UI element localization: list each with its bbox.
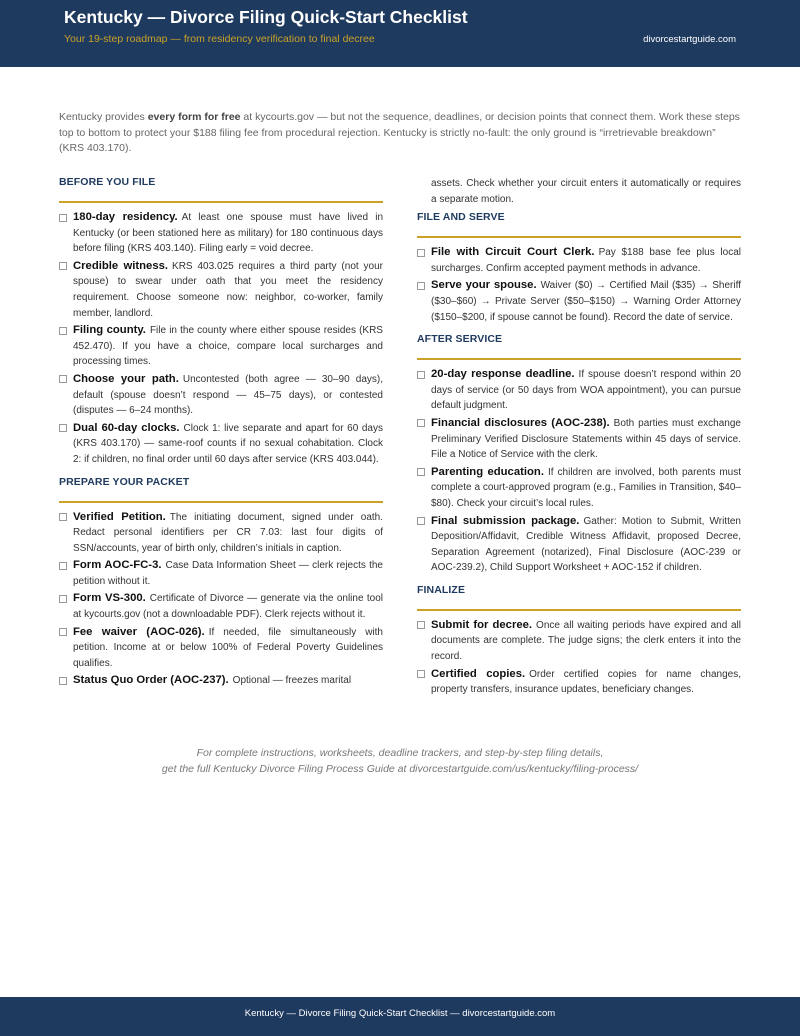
checklist-item (417, 465, 741, 512)
left-column (59, 176, 383, 691)
checkbox[interactable] (59, 424, 67, 432)
checkbox[interactable] (417, 621, 425, 629)
item-text: At least one spouse must have lived in Kentucky (or been stationed here as military) for 180 continuous days before filing (KRS 403.140). Filing early = void decree. (73, 212, 384, 255)
checklist-item (59, 673, 383, 689)
item-text: Pay $188 base fee plus local surcharges. Confirm accepted payment methods in advance. (431, 247, 741, 274)
checklist-item (417, 667, 741, 698)
checkbox[interactable] (417, 371, 425, 379)
intro-text-before: Kentucky provides (59, 111, 148, 123)
footer-bar-text: Kentucky — Divorce Filing Quick-Start Checklist — divorcestartguide.com (244, 1008, 556, 1019)
intro-paragraph (59, 110, 741, 157)
checkbox[interactable] (59, 513, 67, 521)
checkbox[interactable] (59, 562, 67, 570)
section-file-and-serve (417, 211, 741, 325)
item-lead: Final submission package. (431, 514, 580, 527)
item-lead: Status Quo Order (AOC-237). (73, 674, 229, 687)
item-text: Gather: Motion to Submit, Written Deposition/Affidavit, Credible Witness Affidavit, proposed Decree, Separation Agreement (notarized), Final Disclosure (AOC-239 or AOC-239.2), Child Support Worksheet + AOC-152 if children. (431, 515, 741, 574)
checkbox[interactable] (59, 262, 67, 270)
item-lead: Parenting education. (431, 465, 544, 478)
item-lead: Fee waiver (AOC-026). (73, 625, 205, 638)
item-text: Optional — freezes marital (232, 675, 352, 687)
footer-note (0, 745, 800, 777)
checklist-item (59, 421, 383, 468)
item-lead: Credible witness. (73, 259, 169, 272)
item-text: Uncontested (both agree — 30–90 days), default (spouse doesn’t respond — 45–75 days), or contested (disputes — 6–24 months). (73, 373, 384, 417)
checkbox[interactable] (59, 595, 67, 603)
checkbox[interactable] (417, 670, 425, 678)
checkbox[interactable] (417, 419, 425, 427)
item-lead: File with Circuit Court Clerk. (431, 246, 595, 259)
section-before-you-file (59, 176, 383, 468)
checklist-item (59, 591, 383, 622)
section-title: BEFORE YOU FILE (59, 176, 383, 203)
section-title: FINALIZE (417, 584, 741, 611)
checkbox[interactable] (417, 468, 425, 476)
item-lead: Filing county. (73, 324, 146, 337)
checkbox[interactable] (59, 214, 67, 222)
checklist-item (59, 210, 383, 257)
checklist-item (59, 372, 383, 419)
item-lead: Certified copies. (431, 667, 526, 680)
item-text: The initiating document, signed under oath. Redact personal identifiers per CR 7.03: last four digits of SSN/accounts, year of birth only, children’s initials in caption. (73, 511, 383, 554)
item-text: KRS 403.025 requires a third party (not your spouse) to swear under oath that you meet the residency requirement. Choose someone now: neighbor, co-worker, family member, landlord. (73, 260, 383, 319)
checkbox[interactable] (417, 282, 425, 290)
intro-text-after: at kycourts.gov — but not the sequence, deadlines, or decision points that connect them. Work these steps top to bottom to protect your $188 filing fee from procedural rejection. Kentucky is strictly no-fault: the only ground is “irretrievable breakdown” (KRS 403.170). (59, 111, 740, 154)
item-text: Once all waiting periods have expired and all documents are complete. The judge signs; the clerk enters it into the record. (431, 619, 742, 663)
item-continuation: assets. Check whether your circuit enters it automatically or requires a separate motion. (431, 178, 741, 205)
section-title: PREPARE YOUR PACKET (59, 476, 383, 503)
item-text: If children are involved, both parents must complete a court-approved program (e.g., Families in Transition, $40–$80). Check your circuit’s local rules. (431, 466, 742, 509)
section-title: FILE AND SERVE (417, 211, 741, 238)
checkbox[interactable] (59, 327, 67, 335)
item-text: Certificate of Divorce — generate via the online tool at kycourts.gov (not a downloadable PDF). Clerk rejects without it. (73, 593, 383, 621)
intro-text-bold: every form for free (147, 111, 241, 123)
section-after-service (417, 333, 741, 576)
item-text: If needed, file simultaneously with petition. Income at or below 100% of Federal Poverty Guidelines qualifies. (73, 626, 383, 669)
item-text: Order certified copies for name changes, property transfers, insurance updates, beneficiary changes. (431, 668, 741, 696)
header-bar (0, 0, 800, 67)
section-title: AFTER SERVICE (417, 333, 741, 360)
checkbox[interactable] (59, 375, 67, 383)
checklist-item (417, 278, 741, 325)
page-title: Kentucky — Divorce Filing Quick-Start Checklist (64, 7, 468, 27)
item-lead: Verified Petition. (73, 510, 166, 523)
item-lead: 180-day residency. (73, 211, 178, 223)
footer-note-link-line: get the full Kentucky Divorce Filing Process Guide at divorcestartguide.com/us/kentucky/filing-process/ (161, 763, 639, 775)
item-lead: Serve your spouse. (431, 279, 537, 292)
item-lead: 20-day response deadline. (431, 368, 575, 381)
item-lead: Choose your path. (73, 372, 179, 385)
right-column (417, 176, 741, 700)
checklist-item (59, 625, 383, 672)
checkbox[interactable] (59, 677, 67, 685)
checklist-item (59, 510, 383, 557)
item-text: Waiver ($0) → Certified Mail ($35) → Sheriff ($30–$60) → Private Server ($50–$150) → Warning Order Attorney ($150–$200, if spouse cannot be found). Record the date of service. (431, 280, 741, 323)
checkbox[interactable] (59, 628, 67, 636)
footer-bar (0, 997, 800, 1036)
checklist-item (59, 259, 383, 321)
checklist-item (417, 618, 741, 665)
footer-note-line: For complete instructions, worksheets, deadline trackers, and step-by-step filing details, (196, 747, 604, 759)
item-lead: Dual 60-day clocks. (73, 421, 180, 434)
item-text: If spouse doesn’t respond within 20 days of service (or 50 days from WOA appointment), you can pursue default judgment. (431, 369, 741, 412)
item-text: File in the county where either spouse resides (KRS 452.470). If you have a choice, compare local surcharges and processing times. (73, 325, 383, 368)
checklist-item (417, 514, 741, 576)
item-text: Case Data Information Sheet — clerk rejects the petition without it. (73, 560, 383, 587)
item-text: Clock 1: live separate and apart for 60 days (KRS 403.170) — same-roof counts if no sexual cohabitation. Clock 2: if children, no final order until 60 days after service (KRS 403.044). (73, 422, 383, 465)
checklist-item (59, 323, 383, 370)
section-prepare-your-packet (59, 476, 383, 690)
item-lead: Form VS-300. (73, 592, 146, 605)
checklist-item (417, 367, 741, 414)
item-lead: Financial disclosures (AOC-238). (431, 416, 610, 429)
checklist-item (59, 558, 383, 589)
site-name: divorcestartguide.com (643, 34, 736, 45)
checkbox[interactable] (417, 249, 425, 257)
checklist-item (417, 416, 741, 463)
checkbox[interactable] (417, 517, 425, 525)
item-lead: Submit for decree. (431, 618, 533, 631)
item-lead: Form AOC-FC-3. (73, 559, 162, 572)
item-text: Both parties must exchange Preliminary Verified Disclosure Statements within 45 days of service. File a Notice of Service with the clerk. (431, 417, 741, 461)
checklist-item (417, 245, 741, 276)
section-finalize (417, 584, 741, 698)
page-subtitle: Your 19-step roadmap — from residency verification to final decree (64, 33, 375, 45)
